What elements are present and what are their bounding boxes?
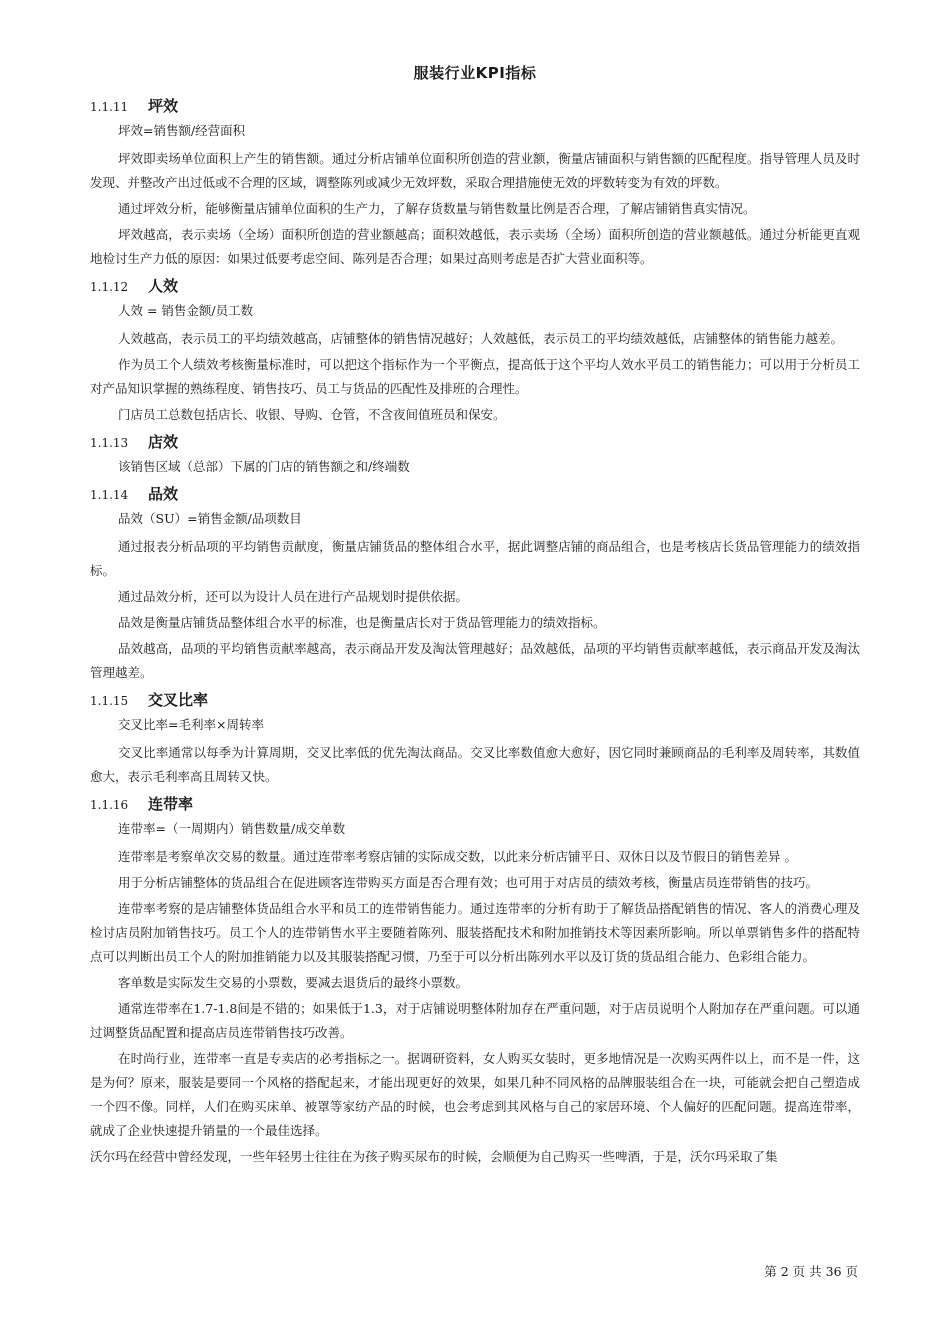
document-page xyxy=(90,62,860,1171)
section-formula: 人效 = 销售金额/员工数 xyxy=(118,303,254,318)
section-paragraph: 人效越高，表示员工的平均绩效越高，店铺整体的销售情况越好；人效越低，表示员工的平均绩效越低，店铺整体的销售能力越差。 xyxy=(118,331,844,346)
section-title: 连带率 xyxy=(148,795,194,813)
section-heading xyxy=(90,483,860,504)
section xyxy=(90,793,860,1143)
section-number: 1.1.15 xyxy=(90,694,129,708)
page-title: 服装行业KPI指标 xyxy=(413,64,537,82)
section-paragraph: 坪效越高，表示卖场（全场）面积所创造的营业额越高；面积效越低，表示卖场（全场）面积所创造的营业额越低。通过分析能更直观地检讨生产力低的原因：如果过低要考虑空间、陈列是否合理；如果过高则考虑是否扩大营业面积等。 xyxy=(90,227,860,266)
section xyxy=(90,95,860,271)
section xyxy=(90,689,860,789)
section-paragraph: 通过报表分析品项的平均销售贡献度，衡量店铺货品的整体组合水平，据此调整店铺的商品组合，也是考核店长货品管理能力的绩效指标。 xyxy=(90,539,860,578)
section-paragraph: 用于分析店铺整体的货品组合在促进顾客连带购买方面是否合理有效；也可用于对店员的绩效考核，衡量店员连带销售的技巧。 xyxy=(118,875,819,890)
section-title: 人效 xyxy=(148,277,179,295)
section-formula: 坪效=销售额/经营面积 xyxy=(118,123,246,138)
section-paragraph: 品效越高，品项的平均销售贡献率越高，表示商品开发及淘汰管理越好；品效越低，品项的平均销售贡献率越低，表示商品开发及淘汰管理越差。 xyxy=(90,641,860,680)
section-paragraph: 门店员工总数包括店长、收银、导购、仓管，不含夜间值班员和保安。 xyxy=(118,407,506,422)
section-title: 交叉比率 xyxy=(148,691,209,709)
section xyxy=(90,431,860,478)
section-paragraph: 坪效即卖场单位面积上产生的销售额。通过分析店铺单位面积所创造的营业额，衡量店铺面积与销售额的匹配程度。指导管理人员及时发现、并整改产出过低或不合理的区域，调整陈列或减少无效坪数，采取合理措施使无效的坪数转变为有效的坪数。 xyxy=(90,151,860,190)
section xyxy=(90,275,860,427)
section-number: 1.1.13 xyxy=(90,436,129,450)
section-formula: 连带率=（一周期内）销售数量/成交单数 xyxy=(118,821,346,836)
section-paragraph: 通常连带率在1.7-1.8间是不错的；如果低于1.3，对于店铺说明整体附加存在严重问题，对于店员说明个人附加存在严重问题。可以通过调整货品配置和提高店员连带销售技巧改善。 xyxy=(90,1001,860,1040)
section-paragraph: 作为员工个人绩效考核衡量标准时，可以把这个指标作为一个平衡点，提高低于这个平均人效水平员工的销售能力；可以用于分析员工对产品知识掌握的熟练程度、销售技巧、员工与货品的匹配性及排班的合理性。 xyxy=(90,357,860,396)
section-number: 1.1.14 xyxy=(90,488,129,502)
section-paragraph: 交叉比率通常以每季为计算周期，交叉比率低的优先淘汰商品。交叉比率数值愈大愈好，因它同时兼顾商品的毛利率及周转率，其数值愈大，表示毛利率高且周转又快。 xyxy=(90,745,860,784)
section xyxy=(90,483,860,685)
section-heading xyxy=(90,689,860,710)
section-number: 1.1.12 xyxy=(90,280,129,294)
section-paragraph: 连带率是考察单次交易的数量。通过连带率考察店铺的实际成交数，以此来分析店铺平日、双休日以及节假日的销售差异 。 xyxy=(118,849,797,864)
sections-container xyxy=(90,95,860,1143)
section-paragraph: 在时尚行业，连带率一直是专卖店的必考指标之一。据调研资料，女人购买女装时，更多地情况是一次购买两件以上，而不是一件，这是为何？原来，服装是要同一个风格的搭配起来，才能出现更好的效果，如果几种不同风格的品牌服装组合在一块，可能就会把自己塑造成一个四不像。同样，人们在购买床单、被罩等家纺产品的时候，也会考虑到其风格与自己的家居环境、个人偏好的匹配问题。提高连带率，就成了企业快速提升销量的一个最佳选择。 xyxy=(90,1051,860,1138)
section-title: 店效 xyxy=(148,433,179,451)
section-title: 坪效 xyxy=(148,97,179,115)
section-paragraph: 客单数是实际发生交易的小票数，要减去退货后的最终小票数。 xyxy=(118,975,469,990)
section-title: 品效 xyxy=(148,485,179,503)
section-number: 1.1.11 xyxy=(90,100,129,114)
section-heading xyxy=(90,793,860,814)
section-paragraph: 连带率考察的是店铺整体货品组合水平和员工的连带销售能力。通过连带率的分析有助于了解货品搭配销售的情况、客人的消费心理及检讨店员附加销售技巧。员工个人的连带销售水平主要随着陈列、服装搭配技术和附加推销技术等因素所影响。所以单票销售多件的搭配特点可以判断出员工个人的附加推销能力以及其服装搭配习惯，乃至于可以分析出陈列水平以及订货的货品组合能力、色彩组合能力。 xyxy=(90,901,860,964)
section-formula: 品效（SU）=销售金额/品项数目 xyxy=(118,511,302,526)
page-footer: 第 2 页 共 36 页 xyxy=(764,1264,858,1279)
section-formula: 交叉比率=毛利率×周转率 xyxy=(118,717,264,732)
section-heading xyxy=(90,95,860,116)
section-heading xyxy=(90,275,860,296)
section-heading xyxy=(90,431,860,452)
section-paragraph: 通过坪效分析，能够衡量店铺单位面积的生产力，了解存货数量与销售数量比例是否合理，了解店铺销售真实情况。 xyxy=(118,201,756,216)
section-paragraph: 通过品效分析，还可以为设计人员在进行产品规划时提供依据。 xyxy=(118,589,469,604)
section-number: 1.1.16 xyxy=(90,798,129,812)
section-formula: 该销售区域（总部）下属的门店的销售额之和/终端数 xyxy=(118,459,410,474)
section-paragraph: 品效是衡量店铺货品整体组合水平的标准，也是衡量店长对于货品管理能力的绩效指标。 xyxy=(118,615,606,630)
trailing-paragraph: 沃尔玛在经营中曾经发现，一些年轻男士往往在为孩子购买尿布的时候，会顺便为自己购买一些啤酒，于是，沃尔玛采取了集 xyxy=(90,1149,778,1164)
